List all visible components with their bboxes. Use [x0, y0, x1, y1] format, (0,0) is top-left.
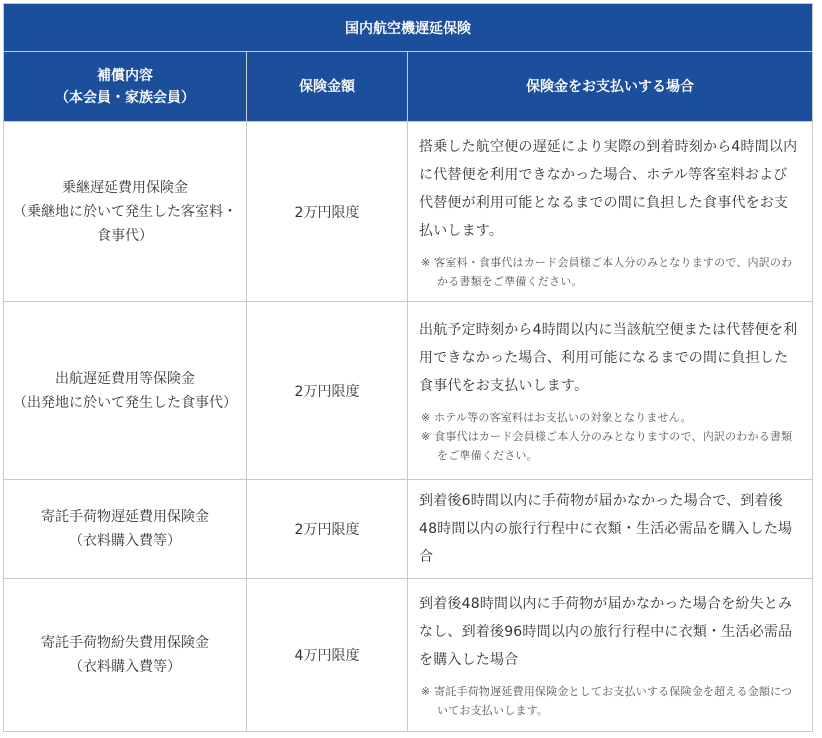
amount-cell: 4万円限度 [247, 579, 408, 732]
header-conditions: 保険金をお支払いする場合 [408, 52, 813, 122]
note: ※ 寄託手荷物遅延費用保険金としてお支払いする保険金を超える金額についてお支払いします。 [421, 685, 793, 717]
conditions-text: 到着後6時間以内に手荷物が届かなかった場合で、到着後48時間以内の旅行行程中に衣類・生活必需品を購入した場合 [419, 493, 793, 565]
amount-cell: 2万円限度 [247, 302, 408, 480]
conditions-text: 搭乗した航空便の遅延により実際の到着時刻から4時間以内に代替便を利用できなかった場合、ホテル等客室料および代替便が利用可能となるまでの間に負担した食事代をお支払いします。 [419, 138, 798, 239]
coverage-name: 寄託手荷物紛失費用保険金 [41, 635, 209, 651]
header-coverage-line1: 補償内容 [97, 67, 153, 84]
coverage-cell [4, 302, 247, 480]
table-row [4, 579, 813, 732]
conditions-text: 到着後48時間以内に手荷物が届かなかった場合を紛失とみなし、到着後96時間以内の旅行行程中に衣類・生活必需品を購入した場合 [419, 596, 793, 668]
coverage-name: 寄託手荷物遅延費用保険金 [41, 509, 209, 525]
amount-cell: 2万円限度 [247, 122, 408, 302]
insurance-table [3, 3, 813, 732]
coverage-cell [4, 579, 247, 732]
notes [419, 682, 800, 720]
conditions-cell [408, 480, 813, 579]
table-title: 国内航空機遅延保険 [4, 4, 813, 52]
notes [419, 253, 800, 291]
table-row [4, 480, 813, 579]
table-row [4, 302, 813, 480]
header-row [4, 52, 813, 122]
table-row [4, 122, 813, 302]
header-coverage [4, 52, 247, 122]
title-row [4, 4, 813, 52]
note: ※ ホテル等の客室料はお支払いの対象となりません。 [421, 411, 692, 424]
note: ※ 食事代はカード会員様ご本人分のみとなりますので、内訳のわかる書類をご準備ください。 [421, 430, 793, 462]
coverage-sub: （衣料購入費等） [69, 533, 181, 549]
coverage-name: 乗継遅延費用保険金 [62, 179, 188, 196]
conditions-cell [408, 579, 813, 732]
header-amount: 保険金額 [247, 52, 408, 122]
scrollbar-track[interactable] [814, 0, 822, 738]
notes [419, 408, 800, 465]
note: ※ 客室料・食事代はカード会員様ご本人分のみとなりますので、内訳のわかる書類をご準備ください。 [421, 255, 793, 288]
conditions-cell [408, 302, 813, 480]
header-coverage-line2: （本会員・家族会員） [55, 89, 195, 106]
amount-cell: 2万円限度 [247, 480, 408, 579]
coverage-name: 出航遅延費用等保険金 [55, 370, 195, 387]
coverage-sub: （乗継地に於いて発生した客室料・食事代） [13, 203, 237, 244]
coverage-sub: （衣料購入費等） [69, 659, 181, 675]
conditions-text: 出航予定時刻から4時間以内に当該航空便または代替便を利用できなかった場合、利用可能になるまでの間に負担した食事代をお支払いします。 [419, 322, 798, 394]
coverage-sub: （出発地に於いて発生した食事代） [13, 394, 237, 411]
coverage-cell [4, 122, 247, 302]
conditions-cell [408, 122, 813, 302]
coverage-cell [4, 480, 247, 579]
